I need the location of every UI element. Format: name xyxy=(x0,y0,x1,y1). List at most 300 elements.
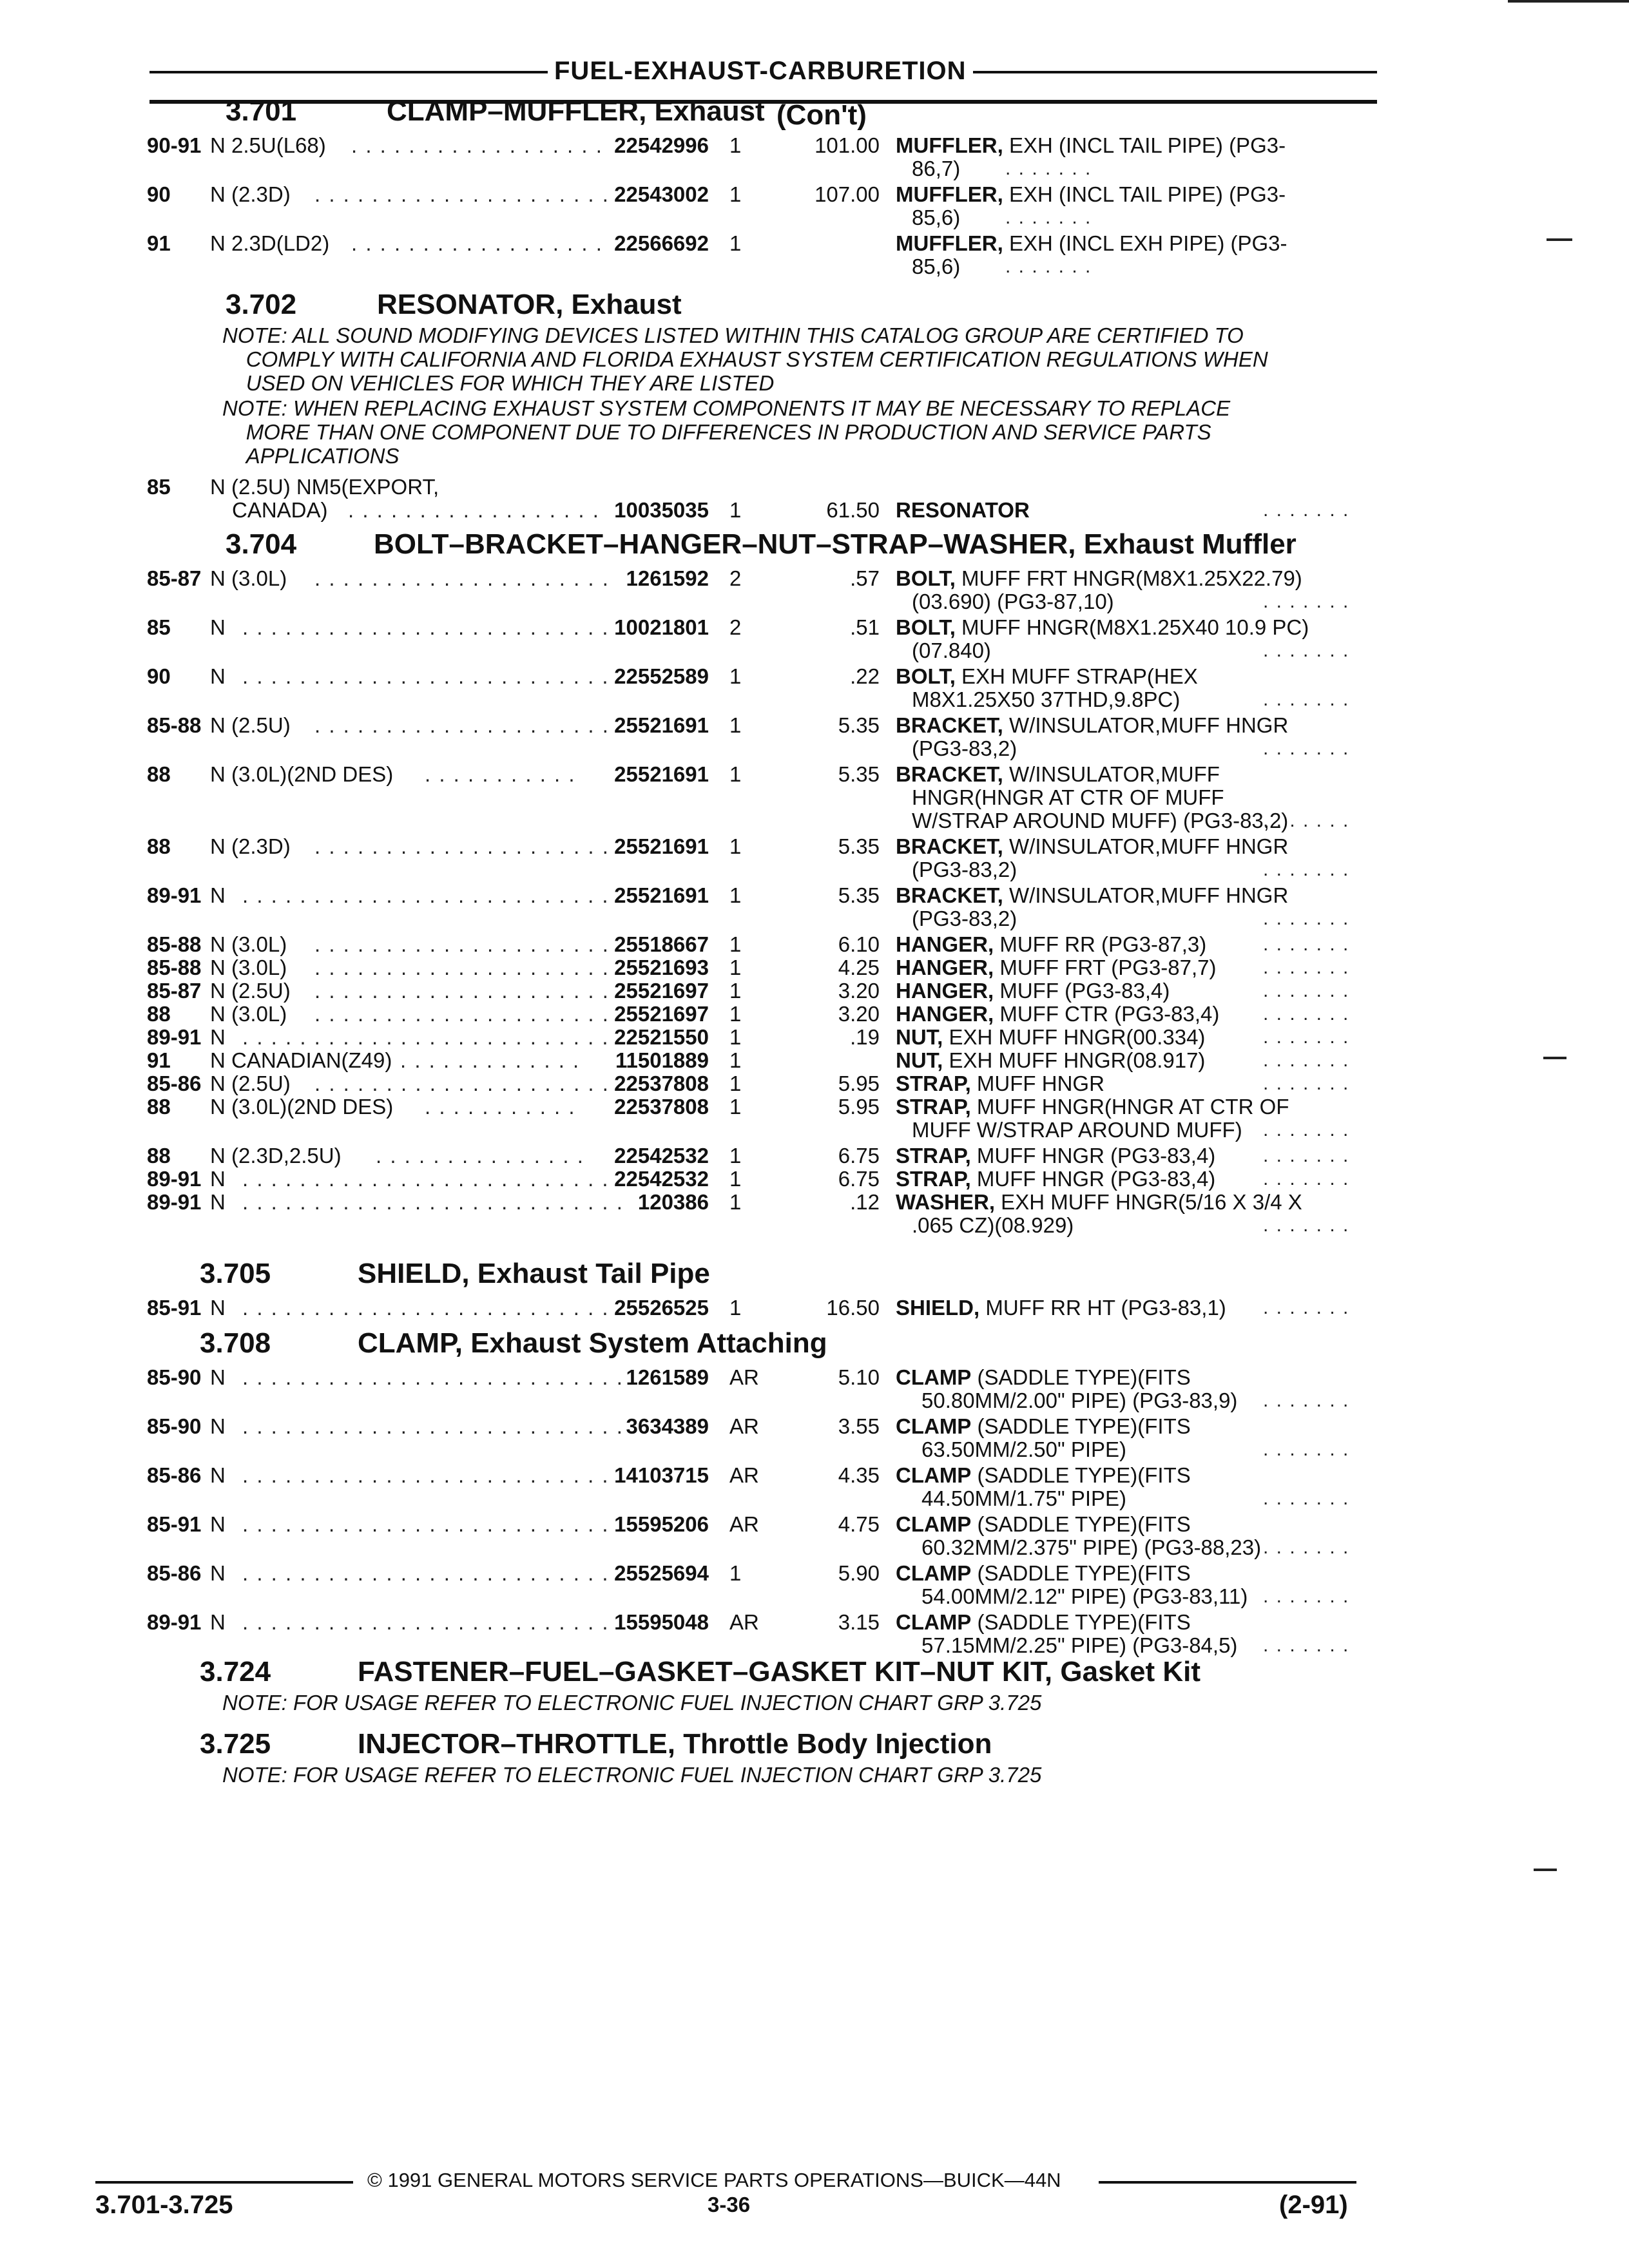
application: N (3.0L) xyxy=(210,566,287,590)
section-title: CLAMP–MUFFLER, Exhaust xyxy=(387,95,765,127)
quantity: 1 xyxy=(729,133,742,157)
quantity: AR xyxy=(729,1512,759,1536)
part-description-text: EXH (INCL TAIL PIPE) (PG3- xyxy=(1003,182,1286,206)
leader-dots: . . . . . . . . . . . . . . . . . . . . . . . . . . . xyxy=(242,664,624,688)
quantity: 1 xyxy=(729,1296,742,1320)
part-description xyxy=(896,1072,1104,1095)
section-number: 3.704 xyxy=(226,528,297,560)
model-years: 90-91 xyxy=(147,133,202,157)
price: 101.00 xyxy=(815,133,880,157)
leader-dots: . . . . . . . . . . . . . . . . . . xyxy=(351,133,603,157)
application: N (3.0L) xyxy=(210,1002,287,1026)
price: 5.35 xyxy=(838,883,880,907)
leader-dots: . . . . . . . . . . . . . xyxy=(400,1048,581,1072)
part-description-text: EXH (INCL EXH PIPE) (PG3- xyxy=(1003,231,1287,255)
price: 3.20 xyxy=(838,979,880,1003)
price: 4.35 xyxy=(838,1463,880,1487)
part-description-text: (SADDLE TYPE)(FITS xyxy=(971,1365,1191,1389)
part-description-text: EXH MUFF HNGR(5/16 X 3/4 X xyxy=(995,1190,1302,1214)
quantity: 1 xyxy=(729,1167,742,1191)
leader-dots: . . . . . . . xyxy=(1263,1586,1350,1607)
model-years: 89-91 xyxy=(147,1025,202,1049)
part-description xyxy=(896,665,1198,688)
part-description-noun: BRACKET, xyxy=(896,762,1003,786)
leader-dots: . . . . . . . . . . . . . . . . . . . . . . . . . . . xyxy=(242,1365,624,1389)
part-description xyxy=(896,1144,1215,1168)
part-description xyxy=(896,884,1288,907)
part-number: 1261592 xyxy=(626,566,709,590)
leader-dots: . . . . . . . xyxy=(1263,689,1350,710)
part-description-noun: CLAMP xyxy=(896,1561,972,1585)
leader-dots: . . . . . . . . . . . . . . . . . . . . . . . . . . . xyxy=(242,1025,624,1049)
application: N xyxy=(210,1561,226,1585)
section-number: 3.725 xyxy=(200,1728,271,1760)
leader-dots: . . . . . . . . . . . . . . . xyxy=(376,1144,584,1168)
model-years: 88 xyxy=(147,1002,171,1026)
model-years: 89-91 xyxy=(147,1190,202,1214)
price: .22 xyxy=(850,664,880,688)
part-description-noun: STRAP, xyxy=(896,1144,971,1168)
section-title: CLAMP, Exhaust System Attaching xyxy=(358,1327,827,1359)
footer-copyright: © 1991 GENERAL MOTORS SERVICE PARTS OPERATIONS—BUICK—44N xyxy=(367,2169,1061,2191)
application: N (2.3D,2.5U) xyxy=(210,1144,342,1168)
part-description-cont: (PG3-83,2) xyxy=(912,907,1017,930)
part-description-cont: .065 CZ)(08.929) xyxy=(912,1213,1074,1237)
model-years: 90 xyxy=(147,182,171,206)
part-description-noun: CLAMP xyxy=(896,1365,972,1389)
part-description xyxy=(896,835,1288,858)
price: 107.00 xyxy=(815,182,880,206)
leader-dots: . . . . . . . . . . . . . . . . . . . . . xyxy=(314,713,610,737)
part-number: 10035035 xyxy=(614,498,709,522)
part-number: 25521691 xyxy=(614,834,709,858)
part-number: 22537808 xyxy=(614,1072,709,1095)
section-number: 3.701 xyxy=(226,95,297,127)
price: 5.95 xyxy=(838,1072,880,1095)
application: N xyxy=(210,1365,226,1389)
part-description-noun: MUFFLER, xyxy=(896,182,1003,206)
part-number: 25521697 xyxy=(614,1002,709,1026)
price: 5.35 xyxy=(838,713,880,737)
part-description-noun: BOLT, xyxy=(896,664,956,688)
part-number: 25526525 xyxy=(614,1296,709,1320)
leader-dots: . . . . . . . xyxy=(1263,859,1350,880)
part-description xyxy=(896,499,1030,522)
quantity: 1 xyxy=(729,834,742,858)
application: N xyxy=(210,1463,226,1487)
part-description-noun: STRAP, xyxy=(896,1072,971,1095)
part-description-text: EXH MUFF HNGR(00.334) xyxy=(943,1025,1206,1049)
part-description xyxy=(896,956,1217,979)
part-description-text: MUFF HNGR (PG3-83,4) xyxy=(970,1144,1216,1168)
part-description-cont: 44.50MM/1.75" PIPE) xyxy=(921,1486,1127,1510)
leader-dots: . . . . . . . . . . . . . . . . . . . . . . . . . . . xyxy=(242,1414,624,1438)
section-note: NOTE: FOR USAGE REFER TO ELECTRONIC FUEL INJECTION CHART GRP 3.725 xyxy=(222,1691,1042,1715)
model-years: 85-90 xyxy=(147,1365,202,1389)
part-description-text: EXH MUFF STRAP(HEX xyxy=(955,664,1198,688)
section-note: NOTE: FOR USAGE REFER TO ELECTRONIC FUEL INJECTION CHART GRP 3.725 xyxy=(222,1763,1042,1787)
page-title: FUEL-EXHAUST-CARBURETION xyxy=(548,57,973,86)
part-description-cont: 63.50MM/2.50" PIPE) xyxy=(921,1437,1127,1461)
part-number: 25521697 xyxy=(614,979,709,1003)
part-number: 22552589 xyxy=(614,664,709,688)
part-description-cont: M8X1.25X50 37THD,9.8PC) xyxy=(912,687,1181,711)
part-description-text: W/INSULATOR,MUFF xyxy=(1003,762,1220,786)
leader-dots: . . . . . . . xyxy=(1263,1073,1350,1094)
part-number: 120386 xyxy=(637,1190,709,1214)
application: N xyxy=(210,1190,226,1214)
part-description-cont: 86,7) xyxy=(912,157,961,180)
part-description-text: MUFF HNGR(HNGR AT CTR OF xyxy=(970,1095,1289,1119)
part-description-noun: BOLT, xyxy=(896,566,956,590)
application: N xyxy=(210,1025,226,1049)
margin-mark xyxy=(1543,1057,1566,1059)
part-number: 25525694 xyxy=(614,1561,709,1585)
leader-dots: . . . . . . . xyxy=(1005,256,1092,277)
part-description-text: MUFF HNGR(M8X1.25X40 10.9 PC) xyxy=(955,615,1309,639)
quantity: 1 xyxy=(729,182,742,206)
part-description xyxy=(896,1611,1191,1634)
leader-dots: . . . . . . . xyxy=(1263,1439,1350,1460)
model-years: 85 xyxy=(147,475,171,499)
part-description-noun: MUFFLER, xyxy=(896,231,1003,255)
part-description-text: MUFF RR (PG3-87,3) xyxy=(994,932,1207,956)
quantity: 1 xyxy=(729,498,742,522)
quantity: 1 xyxy=(729,932,742,956)
part-number: 10021801 xyxy=(614,615,709,639)
application: N (2.5U) xyxy=(210,713,291,737)
part-description-text: (SADDLE TYPE)(FITS xyxy=(971,1610,1191,1634)
quantity: AR xyxy=(729,1463,759,1487)
section-number: 3.702 xyxy=(226,289,297,320)
application: N (2.5U) xyxy=(210,1072,291,1095)
quantity: 2 xyxy=(729,566,742,590)
quantity: 1 xyxy=(729,1072,742,1095)
price: .12 xyxy=(850,1190,880,1214)
part-description-text: (SADDLE TYPE)(FITS xyxy=(971,1512,1191,1536)
leader-dots: . . . . . . . . . . . . . . . . . . . . . . . . . . . xyxy=(242,615,624,639)
price: 4.25 xyxy=(838,956,880,979)
part-description-text: (SADDLE TYPE)(FITS xyxy=(971,1561,1191,1585)
application: N xyxy=(210,883,226,907)
price: 5.95 xyxy=(838,1095,880,1119)
application: N xyxy=(210,1414,226,1438)
quantity: 1 xyxy=(729,1144,742,1168)
leader-dots: . . . . . . . . . . . xyxy=(425,1095,576,1119)
margin-mark xyxy=(1547,238,1572,241)
quantity: 1 xyxy=(729,1025,742,1049)
quantity: 1 xyxy=(729,956,742,979)
part-number: 15595206 xyxy=(614,1512,709,1536)
application: N xyxy=(210,1167,226,1191)
part-number: 22521550 xyxy=(614,1025,709,1049)
model-years: 90 xyxy=(147,664,171,688)
model-years: 85-87 xyxy=(147,979,202,1003)
part-description-text: (SADDLE TYPE)(FITS xyxy=(971,1463,1191,1487)
leader-dots: . . . . . . . xyxy=(1263,738,1350,759)
quantity: AR xyxy=(729,1414,759,1438)
part-description-cont: (PG3-83,2) xyxy=(912,858,1017,881)
part-description-text: W/INSULATOR,MUFF HNGR xyxy=(1003,713,1289,737)
price: 3.15 xyxy=(838,1610,880,1634)
part-description-text: EXH (INCL TAIL PIPE) (PG3- xyxy=(1003,133,1286,157)
part-number: 25518667 xyxy=(614,932,709,956)
part-number: 22537808 xyxy=(614,1095,709,1119)
leader-dots: . . . . . . . . . . . . . . . . . . . . . . . . . . . xyxy=(242,1296,624,1320)
section-number: 3.705 xyxy=(200,1258,271,1289)
part-description xyxy=(896,567,1302,590)
footer-rule-right xyxy=(1099,2181,1356,2184)
part-description xyxy=(896,1513,1191,1536)
footer-date: (2-91) xyxy=(1279,2191,1348,2219)
leader-dots: . . . . . . . . . . . . . . . . . . . . . xyxy=(314,834,610,858)
part-description xyxy=(896,1296,1226,1320)
part-description xyxy=(896,616,1309,639)
part-number: 22542532 xyxy=(614,1144,709,1168)
part-description-noun: NUT, xyxy=(896,1048,943,1072)
model-years: 88 xyxy=(147,1095,171,1119)
margin-mark xyxy=(1534,1869,1557,1871)
part-number: 22566692 xyxy=(614,231,709,255)
part-description-noun: BRACKET, xyxy=(896,713,1003,737)
part-description-noun: CLAMP xyxy=(896,1512,972,1536)
model-years: 88 xyxy=(147,762,171,786)
leader-dots: . . . . . . . xyxy=(1263,640,1350,661)
leader-dots: . . . . . . . xyxy=(1263,1215,1350,1236)
part-description-text: MUFF HNGR xyxy=(970,1072,1104,1095)
price: 6.75 xyxy=(838,1144,880,1168)
part-description-text: W/INSULATOR,MUFF HNGR xyxy=(1003,834,1289,858)
leader-dots: . . . . . . . xyxy=(1263,1390,1350,1411)
model-years: 85-91 xyxy=(147,1296,202,1320)
part-description-cont: 54.00MM/2.12" PIPE) (PG3-83,11) xyxy=(921,1584,1248,1608)
model-years: 89-91 xyxy=(147,1610,202,1634)
leader-dots: . . . . . . . xyxy=(1263,1488,1350,1509)
quantity: 1 xyxy=(729,979,742,1003)
leader-dots: . . . . . . . xyxy=(1263,934,1350,955)
application: N 2.3D(LD2) xyxy=(210,231,330,255)
part-description-text: MUFF RR HT (PG3-83,1) xyxy=(979,1296,1226,1320)
model-years: 85-86 xyxy=(147,1561,202,1585)
section-title: RESONATOR, Exhaust xyxy=(377,289,682,320)
part-number: 22542532 xyxy=(614,1167,709,1191)
price: 5.90 xyxy=(838,1561,880,1585)
part-description xyxy=(896,1095,1289,1119)
model-years: 91 xyxy=(147,1048,171,1072)
part-description xyxy=(896,1168,1215,1191)
part-description-text: MUFF CTR (PG3-83,4) xyxy=(994,1002,1220,1026)
model-years: 85-88 xyxy=(147,713,202,737)
application: N xyxy=(210,1296,226,1320)
part-description-cont: (PG3-83,2) xyxy=(912,736,1017,760)
quantity: 1 xyxy=(729,1190,742,1214)
price: 6.75 xyxy=(838,1167,880,1191)
part-description-cont: (03.690) (PG3-87,10) xyxy=(912,590,1114,613)
quantity: 1 xyxy=(729,1048,742,1072)
part-description-noun: MUFFLER, xyxy=(896,133,1003,157)
quantity: 1 xyxy=(729,762,742,786)
application: N (3.0L) xyxy=(210,956,287,979)
leader-dots: . . . . . . . . . . . . . . . . . . . . . xyxy=(314,182,610,206)
margin-mark xyxy=(1508,0,1629,3)
section-number: 3.708 xyxy=(200,1327,271,1359)
application: N (3.0L)(2ND DES) xyxy=(210,1095,394,1119)
price: 61.50 xyxy=(826,498,880,522)
part-description xyxy=(896,979,1170,1003)
part-description-noun: RESONATOR xyxy=(896,498,1030,522)
quantity: 1 xyxy=(729,1002,742,1026)
part-description-noun: HANGER, xyxy=(896,956,994,979)
model-years: 85-91 xyxy=(147,1512,202,1536)
leader-dots: . . . . . . . . . . . . . . . . . . . . . . . . . . . xyxy=(242,1463,624,1487)
part-description-noun: HANGER, xyxy=(896,979,994,1003)
part-description-cont: 85,6) xyxy=(912,206,961,229)
part-number: 25521693 xyxy=(614,956,709,979)
model-years: 85-86 xyxy=(147,1072,202,1095)
part-number: 3634389 xyxy=(626,1414,709,1438)
price: 5.10 xyxy=(838,1365,880,1389)
part-description-noun: HANGER, xyxy=(896,932,994,956)
part-description-cont: 57.15MM/2.25" PIPE) (PG3-84,5) xyxy=(921,1633,1238,1657)
part-description xyxy=(896,1003,1219,1026)
part-description-text: MUFF (PG3-83,4) xyxy=(994,979,1170,1003)
model-years: 85-88 xyxy=(147,932,202,956)
part-description-noun: HANGER, xyxy=(896,1002,994,1026)
application: N xyxy=(210,664,226,688)
leader-dots: . . . . . . . . . . . . . . . . . . . . . xyxy=(314,979,610,1003)
part-number: 22543002 xyxy=(614,182,709,206)
quantity: AR xyxy=(729,1610,759,1634)
part-description xyxy=(896,1464,1191,1487)
leader-dots: . . . . . . . . . . . . . . . . . . . . . . . . . . . xyxy=(242,1561,624,1585)
price: 6.10 xyxy=(838,932,880,956)
part-description-text: EXH MUFF HNGR(08.917) xyxy=(943,1048,1206,1072)
price: 5.35 xyxy=(838,762,880,786)
leader-dots: . . . . . . . xyxy=(1263,908,1350,929)
leader-dots: . . . . . . . xyxy=(1263,1026,1350,1048)
leader-dots: . . . . . . . . . . . . . . . . . . . . . . . . . . . xyxy=(242,883,624,907)
model-years: 85-90 xyxy=(147,1414,202,1438)
application: N (3.0L)(2ND DES) xyxy=(210,762,394,786)
model-years: 89-91 xyxy=(147,883,202,907)
part-description-noun: CLAMP xyxy=(896,1610,972,1634)
application: N (2.5U) xyxy=(210,979,291,1003)
part-number: 25521691 xyxy=(614,762,709,786)
price: 16.50 xyxy=(826,1296,880,1320)
leader-dots: . . . . . . . . . . . . . . . . . . . . . . . . . . . xyxy=(242,1167,624,1191)
part-description-noun: NUT, xyxy=(896,1025,943,1049)
price: 3.20 xyxy=(838,1002,880,1026)
leader-dots: . . . . . . . xyxy=(1005,158,1092,179)
part-description-noun: SHIELD, xyxy=(896,1296,980,1320)
application: N xyxy=(210,615,226,639)
application: N xyxy=(210,1512,226,1536)
leader-dots: . . . . . . . . . . . . . . . . . . . . . xyxy=(314,932,610,956)
price: .57 xyxy=(850,566,880,590)
part-description-text: MUFF FRT HNGR(M8X1.25X22.79) xyxy=(955,566,1302,590)
part-description-cont: MUFF W/STRAP AROUND MUFF) xyxy=(912,1118,1242,1142)
part-description-cont: 85,6) xyxy=(912,255,961,278)
section-title: FASTENER–FUEL–GASKET–GASKET KIT–NUT KIT, Gasket Kit xyxy=(358,1656,1200,1687)
part-description xyxy=(896,1415,1191,1438)
application: N xyxy=(210,1610,226,1634)
leader-dots: . . . . . . . . . . . . . . . . . . xyxy=(351,231,603,255)
quantity: 2 xyxy=(729,615,742,639)
model-years: 85-88 xyxy=(147,956,202,979)
leader-dots: . . . . . . . . . . . . . . . . . . . . . . . . . . . xyxy=(242,1610,624,1634)
model-years: 85-87 xyxy=(147,566,202,590)
leader-dots: . . . . . . . xyxy=(1263,980,1350,1001)
price: .51 xyxy=(850,615,880,639)
leader-dots: . . . . . . . . . . . . . . . . . . . . . xyxy=(314,566,610,590)
price: 3.55 xyxy=(838,1414,880,1438)
leader-dots: . . . . . . . . . . . . . . . . . . . . . xyxy=(314,1002,610,1026)
quantity: 1 xyxy=(729,664,742,688)
section-title: BOLT–BRACKET–HANGER–NUT–STRAP–WASHER, Exhaust Muffler xyxy=(374,528,1296,560)
part-description-cont: HNGR(HNGR AT CTR OF MUFF xyxy=(912,785,1224,809)
part-description-text: MUFF FRT (PG3-87,7) xyxy=(994,956,1217,979)
quantity: 1 xyxy=(729,713,742,737)
part-description-noun: STRAP, xyxy=(896,1095,971,1119)
part-description-noun: BRACKET, xyxy=(896,834,1003,858)
price: 4.75 xyxy=(838,1512,880,1536)
leader-dots: . . . . . . . xyxy=(1263,499,1350,521)
application: N (2.5U) NM5(EXPORT, xyxy=(210,475,439,499)
application: N (3.0L) xyxy=(210,932,287,956)
part-description xyxy=(896,232,1287,255)
leader-dots: . . . . . . . xyxy=(1263,591,1350,612)
model-years: 88 xyxy=(147,834,171,858)
leader-dots: . . . . . . . . . . . . . . . . . . . . . . . . . . . xyxy=(242,1190,624,1214)
leader-dots: . . . . . . . . . . . . . . . . . . . . . . . . . . . xyxy=(242,1512,624,1536)
model-years: 88 xyxy=(147,1144,171,1168)
leader-dots: . . . . . . . xyxy=(1263,1635,1350,1656)
part-description-noun: CLAMP xyxy=(896,1414,972,1438)
part-description xyxy=(896,714,1288,737)
section-title: SHIELD, Exhaust Tail Pipe xyxy=(358,1258,710,1289)
part-description xyxy=(896,1191,1302,1214)
quantity: 1 xyxy=(729,231,742,255)
part-number: 14103715 xyxy=(614,1463,709,1487)
leader-dots: . . . . . . . . . . . . . . . . . . . . . xyxy=(314,1072,610,1095)
part-description-cont: 60.32MM/2.375" PIPE) (PG3-88,23) xyxy=(921,1535,1262,1559)
leader-dots: . . . . . . . xyxy=(1263,1119,1350,1140)
part-description xyxy=(896,933,1206,956)
leader-dots: . . . . . . . xyxy=(1005,207,1092,228)
quantity: 1 xyxy=(729,1561,742,1585)
part-description-noun: WASHER, xyxy=(896,1190,996,1214)
part-description-noun: CLAMP xyxy=(896,1463,972,1487)
part-number: 22542996 xyxy=(614,133,709,157)
model-years: 85 xyxy=(147,615,171,639)
part-description-noun: BOLT, xyxy=(896,615,956,639)
section-note: NOTE: ALL SOUND MODIFYING DEVICES LISTED WITHIN THIS CATALOG GROUP ARE CERTIFIED TO COMPLY WITH CALIFORNIA AND FLORIDA EXHAUST SYSTEM CERTIFICATION REGULATIONS WHEN USED ON VEHICLES FOR WHICH THEY ARE LISTED xyxy=(222,323,1268,395)
section-note: NOTE: WHEN REPLACING EXHAUST SYSTEM COMPONENTS IT MAY BE NECESSARY TO REPLACE MORE THAN ONE COMPONENT DUE TO DIFFERENCES IN PRODUCTION AND SERVICE PARTS APPLICATIONS xyxy=(222,396,1231,468)
part-number: 11501889 xyxy=(615,1048,709,1072)
section-number: 3.724 xyxy=(200,1656,271,1687)
leader-dots: . . . . . . . xyxy=(1263,1168,1350,1189)
part-description-text: W/INSULATOR,MUFF HNGR xyxy=(1003,883,1289,907)
application: N 2.5U(L68) xyxy=(210,133,326,157)
leader-dots: . . . . . . . xyxy=(1263,810,1350,831)
page-number: 3-36 xyxy=(708,2193,751,2216)
part-description-cont: (07.840) xyxy=(912,639,991,662)
leader-dots: . . . . . . . . . . . . . . . . . . . . . xyxy=(314,956,610,979)
application: N (2.3D) xyxy=(210,834,291,858)
model-years: 91 xyxy=(147,231,171,255)
leader-dots: . . . . . . . xyxy=(1263,957,1350,978)
part-description xyxy=(896,1562,1191,1585)
